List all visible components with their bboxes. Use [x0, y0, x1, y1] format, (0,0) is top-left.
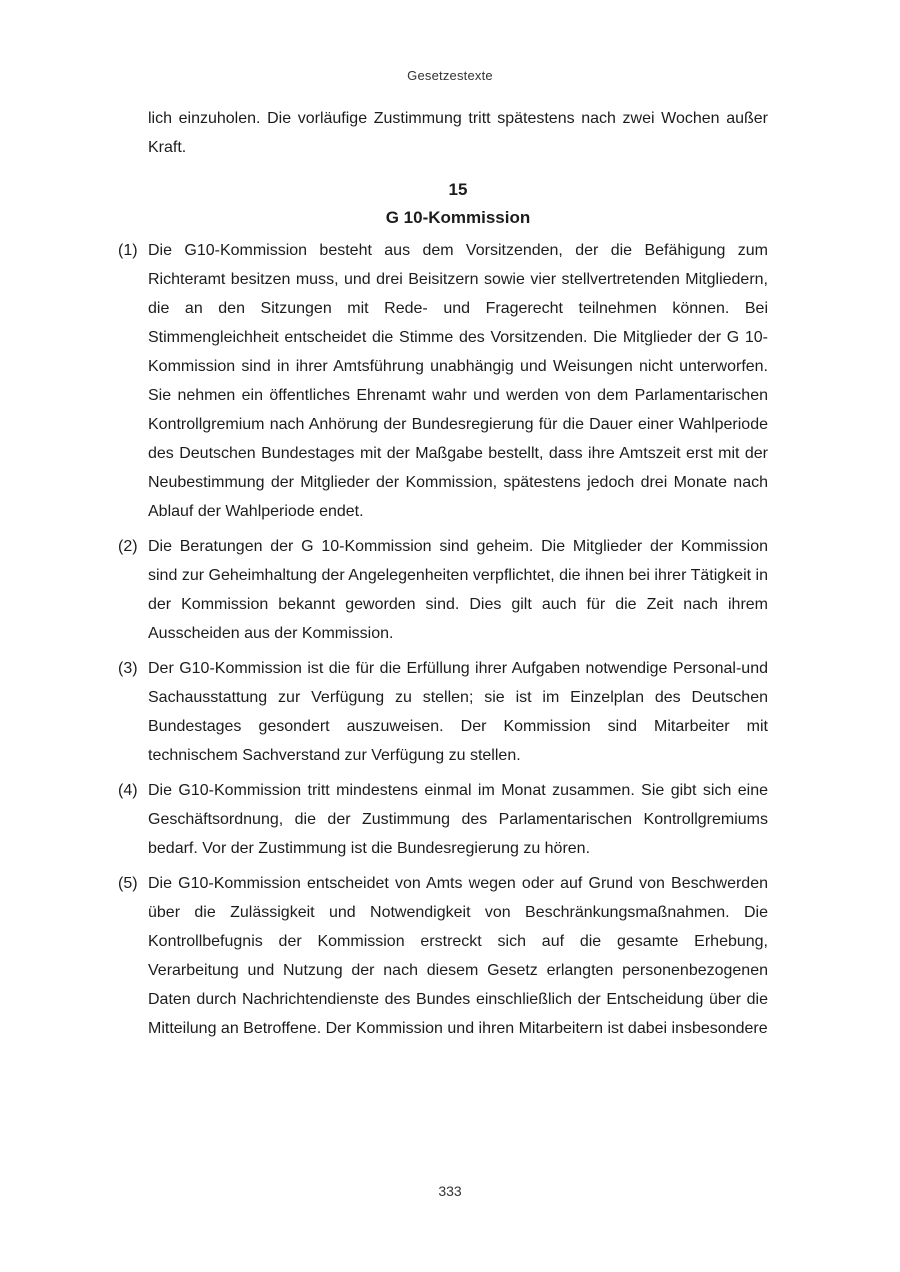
- paragraph-marker: (5): [118, 875, 138, 892]
- section-number: 15: [448, 180, 468, 199]
- paragraph-1: [118, 236, 768, 526]
- running-header: Gesetzestexte: [407, 68, 493, 83]
- paragraph-text: Die G10-Kommission entscheidet von Amts wegen oder auf Grund von Beschwerden über die Zulässigkeit und Notwendigkeit von Beschränkungsmaßnahmen. Die Kontrollbefugnis der Kommission erstreckt sich auf die gesamte Erhebung, Verarbeitung und Nutzung der nach diesem Gesetz erlangten personenbezogenen Daten durch Nachrichtendienste des Bundes einschließlich der Entscheidung über die Mitteilung an Betroffene. Der Kommission und ihren Mitarbeitern ist dabei insbesondere: [148, 875, 768, 1037]
- page-number: 333: [438, 1183, 462, 1199]
- paragraph-marker: (3): [118, 660, 138, 677]
- paragraph-marker: (2): [118, 538, 138, 555]
- section-title: G 10-Kommission: [385, 208, 531, 227]
- paragraph-text: Die G10-Kommission tritt mindestens einmal im Monat zusammen. Sie gibt sich eine Geschäftsordnung, die der Zustimmung des Parlamentarischen Kontrollgremiums bedarf. Vor der Zustimmung ist die Bundesregierung zu hören.: [148, 782, 768, 857]
- paragraph-2: [118, 532, 768, 648]
- paragraph-list: [118, 236, 768, 1043]
- paragraph-5: [118, 869, 768, 1043]
- paragraph-3: [118, 654, 768, 770]
- paragraph-marker: (1): [118, 242, 138, 259]
- paragraph-marker: (4): [118, 782, 138, 799]
- page-content: [118, 104, 768, 1049]
- paragraph-text: Der G10-Kommission ist die für die Erfüllung ihrer Aufgaben notwendige Personal-und Sachausstattung zur Verfügung zu stellen; sie ist im Einzelplan des Deutschen Bundestages gesondert auszuweisen. Der Kommission sind Mitarbeiter mit technischem Sachverstand zur Verfügung zu stellen.: [148, 660, 768, 764]
- paragraph-text: Die G10-Kommission besteht aus dem Vorsitzenden, der die Befähigung zum Richteramt besitzen muss, und drei Beisitzern sowie vier stellvertretenden Mitgliedern, die an den Sitzungen mit Rede- und Fragerecht teilnehmen können. Bei Stimmengleichheit entscheidet die Stimme des Vorsitzenden. Die Mitglieder der G 10-Kommission sind in ihrer Amtsführung unabhängig und Weisungen nicht unterworfen. Sie nehmen ein öffentliches Ehrenamt wahr und werden von dem Parlamentarischen Kontrollgremium nach Anhörung der Bundesregierung für die Dauer einer Wahlperiode des Deutschen Bundestages mit der Maßgabe bestellt, dass ihre Amtszeit erst mit der Neubestimmung der Mitglieder der Kommission, spätestens jedoch drei Monate nach Ablauf der Wahlperiode endet.: [148, 242, 768, 520]
- paragraph-text: Die Beratungen der G 10-Kommission sind geheim. Die Mitglieder der Kommission sind zur Geheimhaltung der Angelegenheiten verpflichtet, die ihnen bei ihrer Tätigkeit in der Kommission bekannt geworden sind. Dies gilt auch für die Zeit nach ihrem Ausscheiden aus der Kommission.: [148, 538, 768, 642]
- continuation-text: lich einzuholen. Die vorläufige Zustimmung tritt spätestens nach zwei Wochen außer Kraft.: [148, 110, 768, 156]
- paragraph-4: [118, 776, 768, 863]
